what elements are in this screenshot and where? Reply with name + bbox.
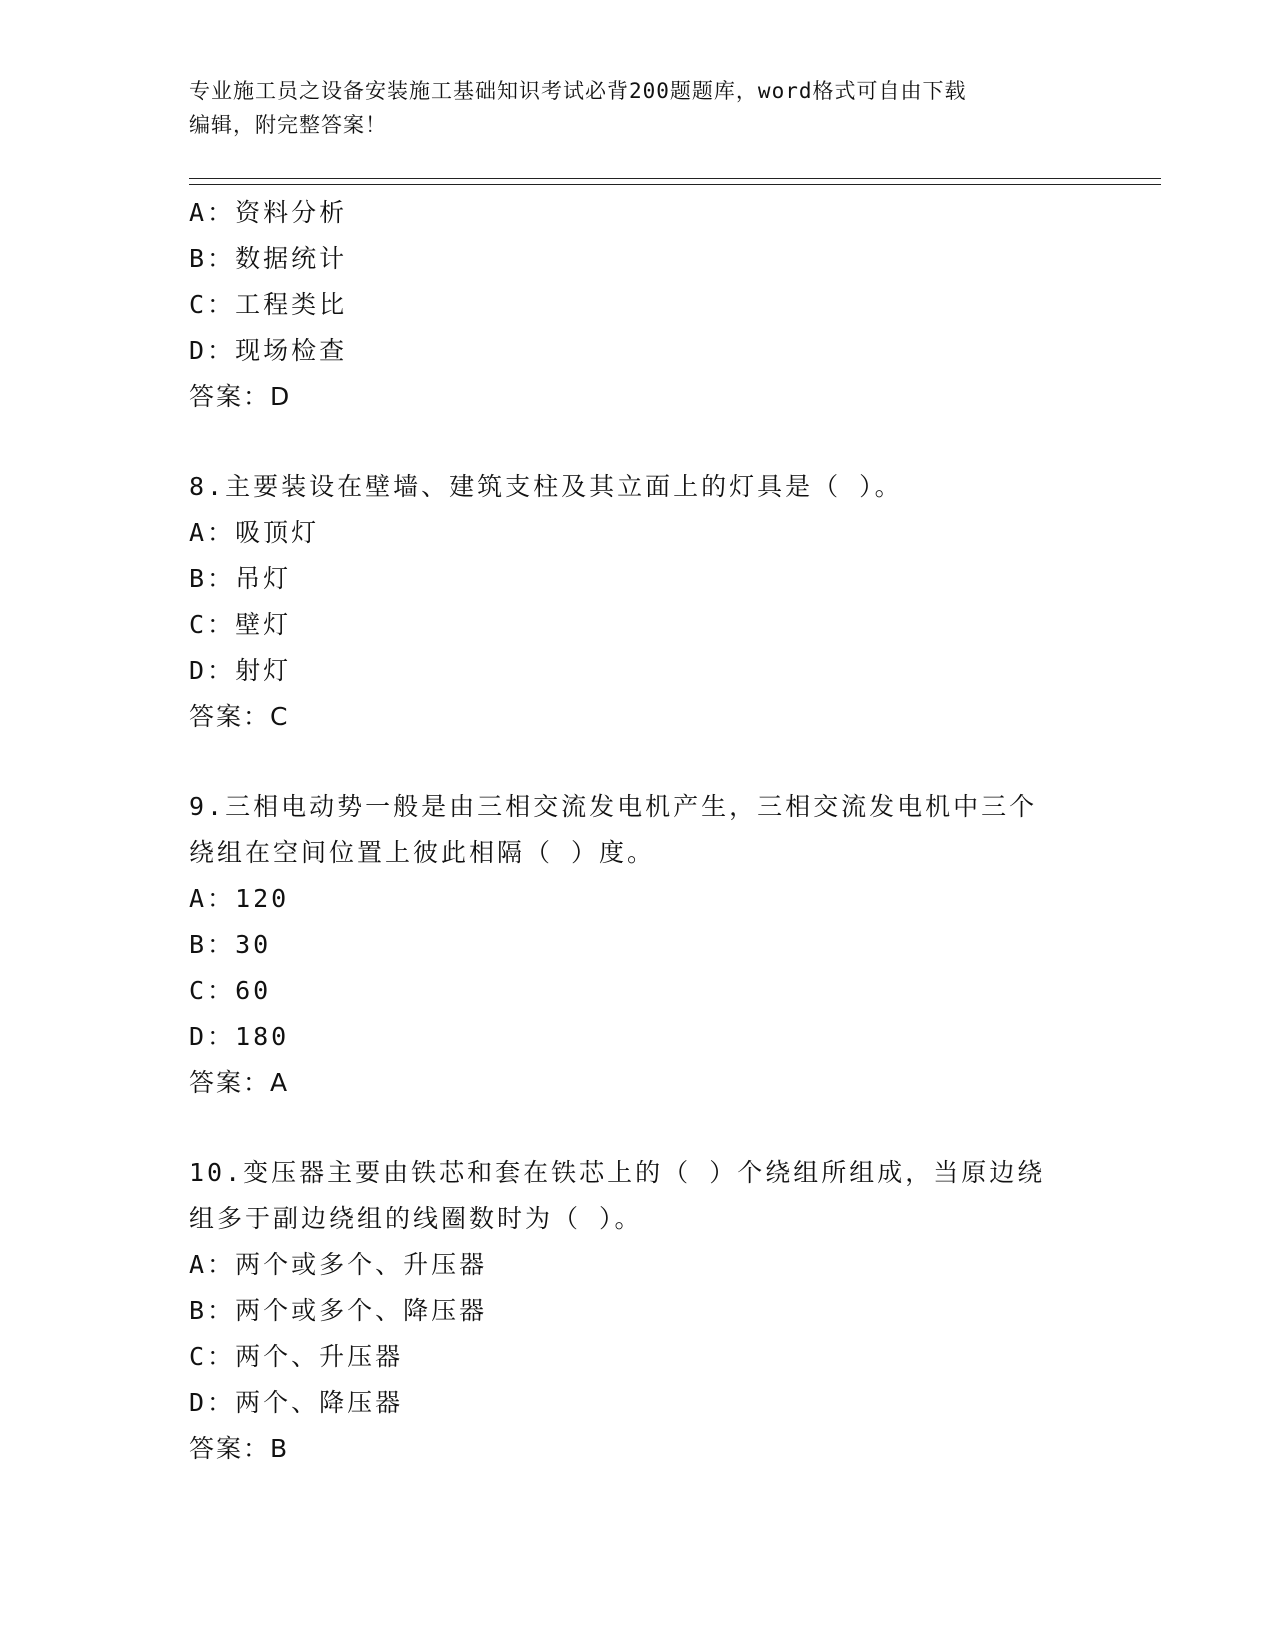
question-8	[189, 464, 1089, 740]
option-b	[189, 922, 1089, 968]
option-text: 资料分析	[235, 198, 348, 227]
option-letter: C：	[189, 976, 236, 1005]
option-a	[189, 1242, 1089, 1288]
answer-line: 答案：C	[189, 702, 290, 731]
option-letter: C：	[189, 290, 236, 319]
question-content	[189, 190, 1089, 1472]
option-text: 两个或多个、降压器	[235, 1296, 488, 1325]
document-header	[189, 74, 1089, 142]
option-b	[189, 236, 1089, 282]
option-text: 两个或多个、升压器	[235, 1250, 488, 1279]
option-text: 60	[235, 976, 272, 1005]
header-line-2: 编辑，附完整答案！	[189, 113, 387, 137]
option-letter: B：	[189, 244, 236, 273]
option-letter: B：	[189, 1296, 236, 1325]
option-a	[189, 876, 1089, 922]
header-divider-bottom	[189, 184, 1161, 185]
option-text: 现场检查	[235, 336, 348, 365]
option-c	[189, 968, 1089, 1014]
option-text: 射灯	[235, 656, 292, 685]
option-text: 两个、降压器	[235, 1388, 404, 1417]
option-d	[189, 1014, 1089, 1060]
option-c	[189, 282, 1089, 328]
question-stem-line-2: 组多于副边绕组的线圈数时为（ ）。	[189, 1204, 643, 1233]
option-text: 工程类比	[235, 290, 348, 319]
question-7-continued	[189, 190, 1089, 420]
answer-line: 答案：D	[189, 382, 292, 411]
question-9	[189, 784, 1089, 1106]
option-text: 壁灯	[235, 610, 292, 639]
spacer	[189, 740, 1089, 784]
option-letter: D：	[189, 1388, 236, 1417]
option-b	[189, 1288, 1089, 1334]
option-d	[189, 328, 1089, 374]
option-letter: A：	[189, 1250, 236, 1279]
option-letter: A：	[189, 518, 236, 547]
option-letter: A：	[189, 198, 236, 227]
option-d	[189, 1380, 1089, 1426]
answer-line: 答案：B	[189, 1434, 290, 1463]
question-stem-line-2: 绕组在空间位置上彼此相隔（ ）度。	[189, 838, 656, 867]
question-stem-line-1: 10.变压器主要由铁芯和套在铁芯上的（ ）个绕组所组成，当原边绕	[189, 1158, 1046, 1187]
option-letter: B：	[189, 930, 236, 959]
header-line-1: 专业施工员之设备安装施工基础知识考试必背200题题库，word格式可自由下载	[189, 79, 967, 103]
option-a	[189, 190, 1089, 236]
question-10	[189, 1150, 1089, 1472]
option-text: 30	[235, 930, 272, 959]
option-letter: D：	[189, 656, 236, 685]
question-stem-line-1: 9.三相电动势一般是由三相交流发电机产生，三相交流发电机中三个	[189, 792, 1038, 821]
option-c	[189, 602, 1089, 648]
option-letter: B：	[189, 564, 236, 593]
option-a	[189, 510, 1089, 556]
option-letter: D：	[189, 1022, 236, 1051]
option-text: 数据统计	[235, 244, 348, 273]
option-b	[189, 556, 1089, 602]
option-letter: C：	[189, 610, 236, 639]
option-letter: C：	[189, 1342, 236, 1371]
spacer	[189, 420, 1089, 464]
spacer	[189, 1106, 1089, 1150]
option-letter: A：	[189, 884, 236, 913]
question-stem: 8.主要装设在壁墙、建筑支柱及其立面上的灯具是（ ）。	[189, 472, 903, 501]
option-text: 120	[235, 884, 290, 913]
header-divider-top	[189, 178, 1161, 179]
answer-line: 答案：A	[189, 1068, 290, 1097]
option-text: 吊灯	[235, 564, 292, 593]
option-text: 吸顶灯	[235, 518, 320, 547]
option-c	[189, 1334, 1089, 1380]
option-letter: D：	[189, 336, 236, 365]
option-text: 180	[235, 1022, 290, 1051]
option-d	[189, 648, 1089, 694]
option-text: 两个、升压器	[235, 1342, 404, 1371]
